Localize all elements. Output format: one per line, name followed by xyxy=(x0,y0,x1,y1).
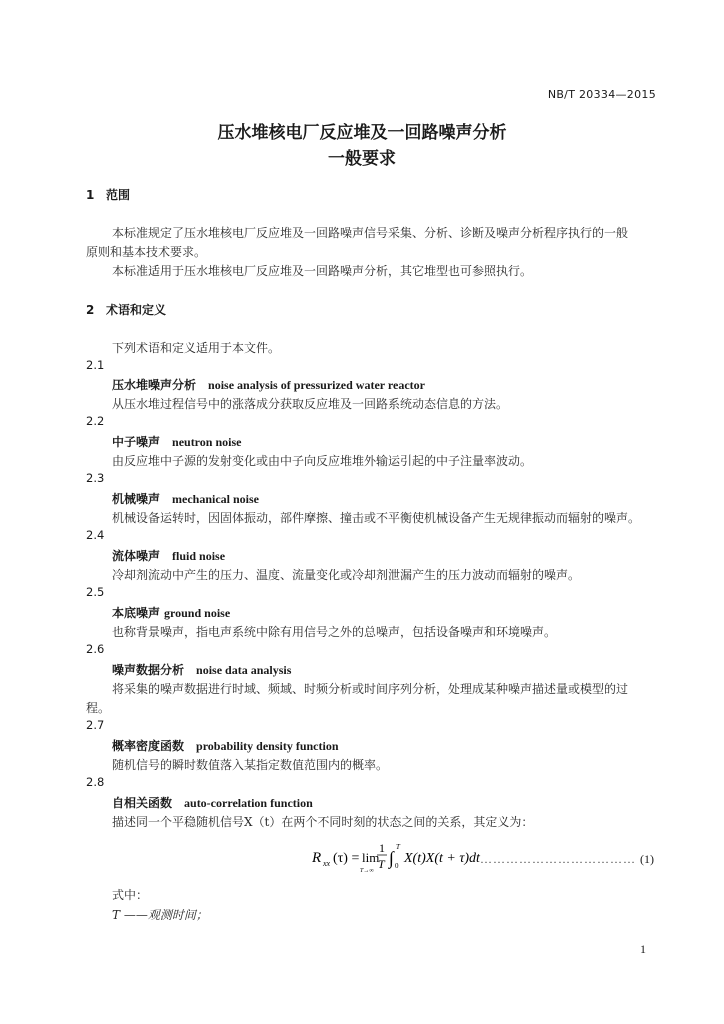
term-number: 2.6 xyxy=(86,642,105,656)
formula-body: X(t)X(t + τ)dt xyxy=(404,851,480,866)
term-number: 2.2 xyxy=(86,414,105,428)
term-number: 2.8 xyxy=(86,775,105,789)
equation-number: (1) xyxy=(640,852,654,866)
term-title xyxy=(112,737,339,754)
term-cn: 机械噪声 xyxy=(112,492,161,506)
section-title: 范围 xyxy=(106,188,131,202)
formula-frac-den: T xyxy=(378,857,385,871)
term-cn: 流体噪声 xyxy=(112,549,161,563)
term-en: probability density function xyxy=(196,739,339,753)
formula-lhs-sub: xx xyxy=(323,859,331,868)
term-title xyxy=(112,490,259,507)
section-1-para1-line2: 原则和基本技术要求。 xyxy=(86,245,207,259)
term-cn: 自相关函数 xyxy=(112,796,173,810)
section-2-heading xyxy=(86,301,166,318)
formula-lim-sub: T→∞ xyxy=(360,868,374,874)
where-item-T: T ——观测时间； xyxy=(112,908,208,922)
term-title xyxy=(112,661,291,678)
where-label: 式中： xyxy=(112,888,149,902)
term-number: 2.4 xyxy=(86,528,105,542)
term-definition: 由反应堆中子源的发射变化或由中子向反应堆堆外输运引起的中子注量率波动。 xyxy=(112,454,533,468)
formula-lhs: R xyxy=(312,850,322,866)
term-en: auto-correlation function xyxy=(184,796,313,810)
term-cn: 压水堆噪声分析 xyxy=(112,378,197,392)
term-en: neutron noise xyxy=(172,435,242,449)
term-cn: 中子噪声 xyxy=(112,435,161,449)
term-number: 2.5 xyxy=(86,585,105,599)
term-definition: 冷却剂流动中产生的压力、温度、流量变化或冷却剂泄漏产生的压力波动而辐射的噪声。 xyxy=(112,568,581,582)
integral-lower: 0 xyxy=(395,862,399,870)
term-en: fluid noise xyxy=(172,549,226,563)
term-title xyxy=(112,604,230,621)
term-en: noise analysis of pressurized water reactor xyxy=(208,378,425,392)
term-title xyxy=(112,547,225,564)
section-1-heading xyxy=(86,186,130,203)
section-1-para1-line1: 本标准规定了压水堆核电厂反应堆及一回路噪声信号采集、分析、诊断及噪声分析程序执行的一般 xyxy=(112,226,629,240)
term-en: mechanical noise xyxy=(172,492,260,506)
term-number: 2.7 xyxy=(86,718,105,732)
integral-upper: T xyxy=(396,843,400,851)
formula-lim: lim xyxy=(362,850,380,865)
standard-code: NB/T 20334—2015 xyxy=(547,88,656,101)
term-cn: 本底噪声 xyxy=(112,606,161,620)
term-definition: 也称背景噪声，指电声系统中除有用信号之外的总噪声，包括设备噪声和环境噪声。 xyxy=(112,625,557,639)
term-en: noise data analysis xyxy=(196,663,292,677)
term-title xyxy=(112,433,241,450)
term-title xyxy=(112,376,425,393)
autocorrelation-formula xyxy=(312,836,484,876)
term-title xyxy=(112,794,313,811)
term-cn: 概率密度函数 xyxy=(112,739,185,753)
section-title: 术语和定义 xyxy=(106,303,167,317)
term-definition: 随机信号的瞬时数值落入某指定数值范围内的概率。 xyxy=(112,758,389,772)
section-2-intro: 下列术语和定义适用于本文件。 xyxy=(112,341,281,355)
term-number: 2.1 xyxy=(86,358,105,372)
document-title-line1: 压水堆核电厂反应堆及一回路噪声分析 xyxy=(217,123,507,143)
section-number: 2 xyxy=(86,303,95,317)
integral-sign: ∫ xyxy=(389,848,394,868)
term-number: 2.3 xyxy=(86,471,105,485)
term-definition: 描述同一个平稳随机信号X（t）在两个不同时刻的状态之间的关系，其定义为： xyxy=(112,815,534,829)
page-number: 1 xyxy=(640,942,646,956)
section-1-para2: 本标准适用于压水堆核电厂反应堆及一回路噪声分析，其它堆型也可参照执行。 xyxy=(112,264,533,278)
formula-lhs-arg: (τ) = xyxy=(333,851,360,866)
term-definition-cont: 程。 xyxy=(86,701,111,715)
formula-frac-num: 1 xyxy=(379,841,385,855)
term-definition: 机械设备运转时，因固体振动，部件摩擦、撞击或不平衡使机械设备产生无规律振动而辐射的噪声。 xyxy=(112,511,641,525)
term-definition: 从压水堆过程信号中的涨落成分获取反应堆及一回路系统动态信息的方法。 xyxy=(112,397,509,411)
section-number: 1 xyxy=(86,188,95,202)
term-definition: 将采集的噪声数据进行时域、频域、时频分析或时间序列分析，处理成某种噪声描述量或模型的过 xyxy=(112,682,629,696)
leader-dots: ……………………………… xyxy=(480,852,636,866)
term-en: ground noise xyxy=(164,606,231,620)
document-title-line2: 一般要求 xyxy=(328,149,396,169)
term-cn: 噪声数据分析 xyxy=(112,663,185,677)
